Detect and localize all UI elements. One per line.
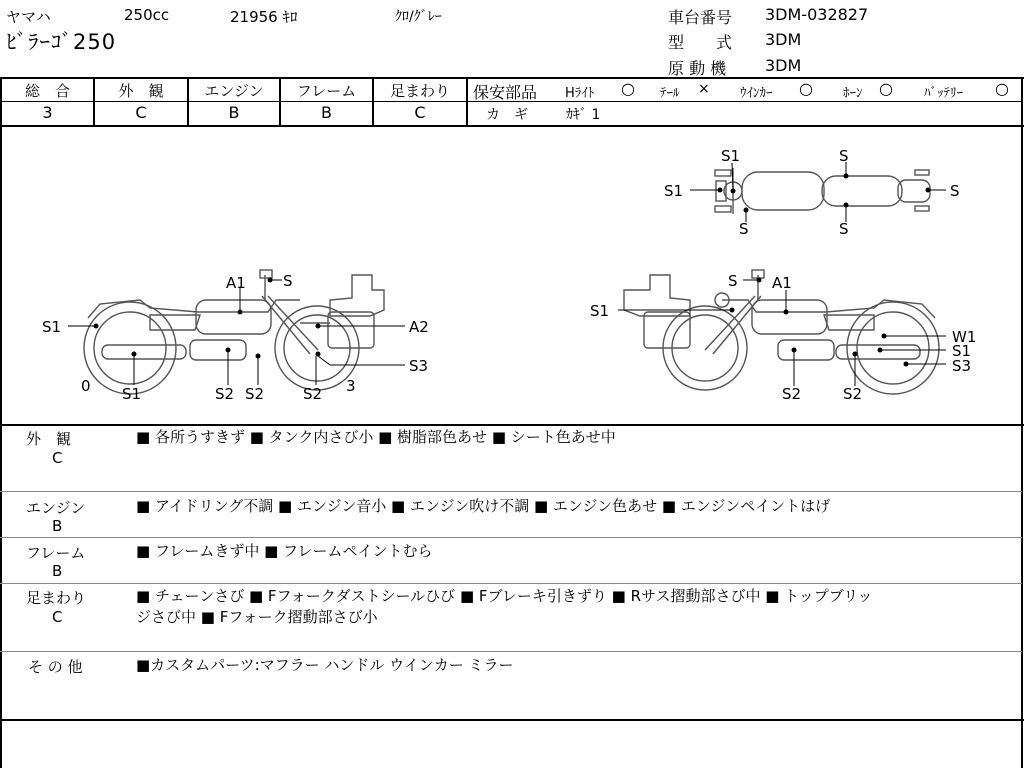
comment-label-exterior: 外 観 — [26, 430, 72, 448]
suspension-grade: C — [414, 103, 426, 122]
divider — [0, 719, 1024, 721]
comment-text-engine: ■ アイドリング不調 ■ エンジン音小 ■ エンジン吹け不調 ■ エンジン色あせ ■ エンジンペイントはげ — [136, 497, 831, 515]
battery-status: ○ — [995, 79, 1009, 98]
comment-label-suspension: 足まわり — [26, 589, 87, 607]
diagram-label: A1 — [772, 274, 792, 292]
diagram-label: S2 — [782, 385, 802, 403]
diagram-label: S — [283, 272, 293, 290]
frame-grade-label: フレーム — [296, 82, 357, 100]
engine-grade-label: エンジン — [204, 82, 264, 100]
divider — [0, 491, 1022, 492]
displacement: 250cc — [124, 6, 170, 24]
mileage: 21956 ｷﾛ — [230, 8, 298, 26]
comment-label-engine: エンジン — [26, 499, 86, 517]
comment-label-frame: フレーム — [26, 544, 86, 562]
winker-label: ｳｲﾝｶｰ — [740, 86, 773, 101]
frame-no-label: 車台番号 — [668, 8, 733, 27]
suspension-grade-label: 足まわり — [389, 82, 450, 100]
diagram-label: 0 — [81, 377, 91, 395]
motorcycle-diagram — [0, 127, 1022, 424]
comment-grade-suspension: C — [52, 608, 63, 626]
divider — [467, 101, 1023, 102]
tail-status: × — [698, 81, 710, 97]
headlight-status: ○ — [621, 79, 635, 98]
comment-grade-engine: B — [52, 517, 63, 535]
exterior-grade: C — [135, 103, 147, 122]
diagram-label: S1 — [42, 318, 62, 336]
model-name: ﾋﾞﾗｰｺﾞ250 — [6, 30, 117, 54]
divider — [0, 583, 1022, 584]
diagram-label: S2 — [843, 385, 863, 403]
diagram-label: S2 — [245, 385, 265, 403]
engine-grade: B — [228, 103, 240, 122]
comment-text-suspension-cont: ジさび中 ■ Fフォーク摺動部さび小 — [136, 608, 378, 626]
overall-grade: 3 — [42, 103, 53, 122]
comment-label-other: そ の 他 — [28, 658, 83, 676]
exterior-label: 外 観 — [118, 82, 164, 100]
diagram-label: 3 — [346, 377, 356, 395]
diagram-label: W1 — [952, 328, 977, 346]
engine-value: 3DM — [765, 56, 802, 75]
diagram-label: S1 — [664, 182, 684, 200]
tail-label: ﾃｰﾙ — [660, 86, 680, 101]
engine-label: 原 動 機 — [668, 59, 727, 78]
top-view-motorcycle — [715, 168, 930, 214]
divider — [0, 537, 1022, 538]
comment-text-frame: ■ フレームきず中 ■ フレームペイントむら — [136, 542, 433, 560]
diagram-label: S1 — [590, 302, 610, 320]
divider — [0, 651, 1022, 652]
diagram-label: A1 — [226, 274, 246, 292]
diagram-label: S3 — [409, 357, 429, 375]
diagram-label: S1 — [721, 147, 741, 165]
diagram-label: S — [739, 220, 749, 238]
diagram-label: A2 — [409, 318, 429, 336]
type-value: 3DM — [765, 30, 802, 49]
comment-text-exterior: ■ 各所うすきず ■ タンク内さび小 ■ 樹脂部色あせ ■ シート色あせ中 — [136, 428, 616, 446]
diagram-label: S — [728, 272, 738, 290]
horn-status: ○ — [879, 79, 893, 98]
diagram-label: S — [839, 220, 849, 238]
frame-grade: B — [321, 103, 332, 122]
diagram-label: S — [839, 147, 849, 165]
comment-grade-exterior: C — [52, 449, 63, 467]
comment-grade-frame: B — [52, 562, 63, 580]
key-label: カ ギ — [486, 107, 528, 123]
diagram-label: S2 — [215, 385, 235, 403]
winker-status: ○ — [799, 79, 813, 98]
divider — [0, 77, 1024, 79]
frame-no: 3DM-032827 — [765, 5, 869, 24]
type-label: 型 式 — [668, 33, 733, 52]
overall-label: 総 合 — [24, 82, 70, 100]
diagram-label: S — [950, 182, 960, 200]
safety-label: 保安部品 — [473, 83, 538, 102]
headlight-label: Hﾗｲﾄ — [565, 86, 595, 101]
comment-text-suspension: ■ チェーンさび ■ Fフォークダストシールひび ■ Fブレーキ引きずり ■ Rサス摺動部さび中 ■ トップブリッ — [136, 587, 873, 605]
divider — [0, 101, 467, 102]
diagram-label: S1 — [122, 385, 142, 403]
key-value: ｶｷﾞ 1 — [566, 107, 601, 123]
color: ｸﾛ/ｸﾞﾚｰ — [395, 9, 442, 25]
maker: ヤマハ — [6, 8, 51, 26]
battery-label: ﾊﾞｯﾃﾘｰ — [924, 86, 963, 101]
diagram-label: S2 — [303, 385, 323, 403]
diagram-label: S3 — [952, 357, 972, 375]
horn-label: ﾎｰﾝ — [843, 86, 863, 101]
diagram-label: S1 — [952, 342, 972, 360]
comment-text-other: ■カスタムパーツ:マフラー ハンドル ウインカー ミラー — [136, 656, 514, 674]
